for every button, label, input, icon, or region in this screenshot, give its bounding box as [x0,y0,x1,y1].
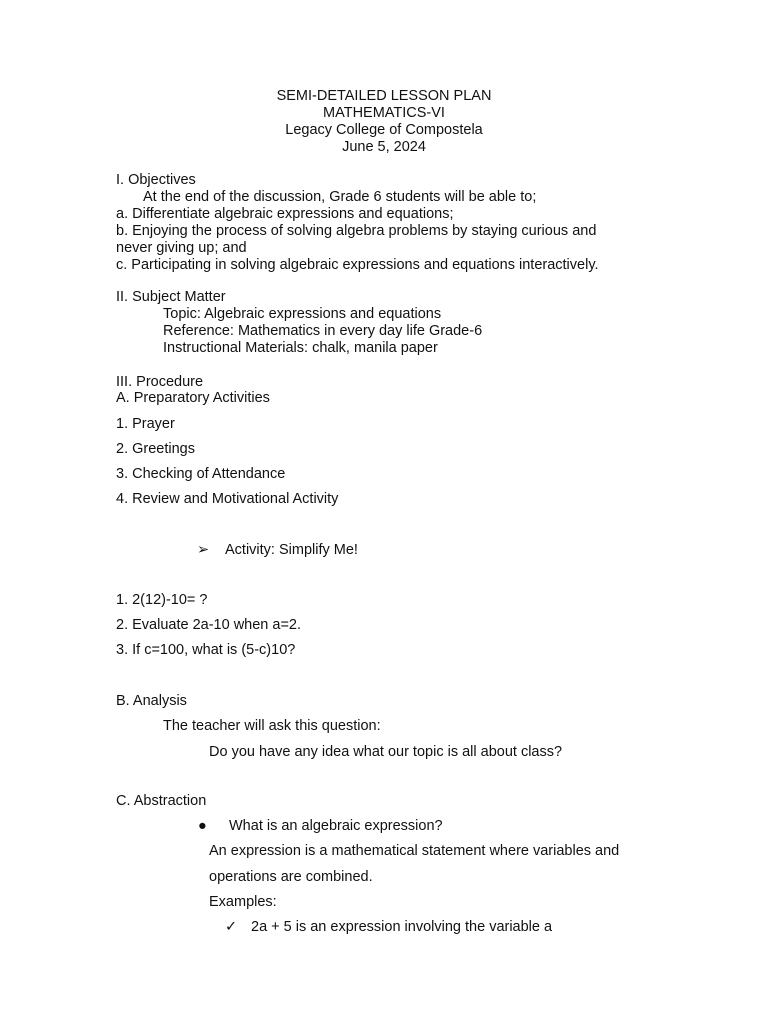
procedure-heading: III. Procedure [116,374,204,390]
abstraction-question: What is an algebraic expression? [229,818,443,834]
abstraction-def-line1: An expression is a mathematical statement where variables and [209,843,620,859]
bullet-dot-icon: ● [198,818,207,834]
analysis-line1: The teacher will ask this question: [163,718,381,734]
analysis-line2: Do you have any idea what our topic is all about class? [209,744,563,760]
abstraction-question-item [198,818,443,835]
subject-materials: Instructional Materials: chalk, manila paper [163,340,438,356]
example-item [225,919,552,936]
objective-c: c. Participating in solving algebraic expressions and equations interactively. [116,257,599,273]
question-2: 2. Evaluate 2a-10 when a=2. [116,617,302,633]
activity-item [197,542,358,559]
step-greetings: 2. Greetings [116,441,195,457]
step-attendance: 3. Checking of Attendance [116,466,286,482]
objectives-heading: I. Objectives [116,172,196,188]
doc-school: Legacy College of Compostela [285,122,483,138]
objective-a: a. Differentiate algebraic expressions and equations; [116,206,454,222]
objective-b-line2: never giving up; and [116,240,247,256]
subject-reference: Reference: Mathematics in every day life Grade-6 [163,323,483,339]
analysis-heading: B. Analysis [116,693,187,709]
checkmark-icon: ✓ [225,919,238,935]
doc-subject: MATHEMATICS-VI [323,105,445,121]
subject-topic: Topic: Algebraic expressions and equations [163,306,442,322]
doc-title: SEMI-DETAILED LESSON PLAN [276,88,492,104]
arrow-bullet-icon: ➢ [197,542,210,558]
preparatory-heading: A. Preparatory Activities [116,390,270,406]
example-1: 2a + 5 is an expression involving the variable a [251,919,553,935]
objective-b-line1: b. Enjoying the process of solving algebra problems by staying curious and [116,223,597,239]
abstraction-def-line2: operations are combined. [209,869,373,885]
step-prayer: 1. Prayer [116,416,175,432]
step-review: 4. Review and Motivational Activity [116,491,339,507]
activity-label: Activity: Simplify Me! [225,542,358,558]
question-3: 3. If c=100, what is (5-c)10? [116,642,296,658]
doc-date: June 5, 2024 [342,139,426,155]
abstraction-heading: C. Abstraction [116,793,207,809]
examples-label: Examples: [209,894,277,910]
subject-matter-heading: II. Subject Matter [116,289,226,305]
objectives-intro: At the end of the discussion, Grade 6 students will be able to; [143,189,537,205]
question-1: 1. 2(12)-10= ? [116,592,208,608]
